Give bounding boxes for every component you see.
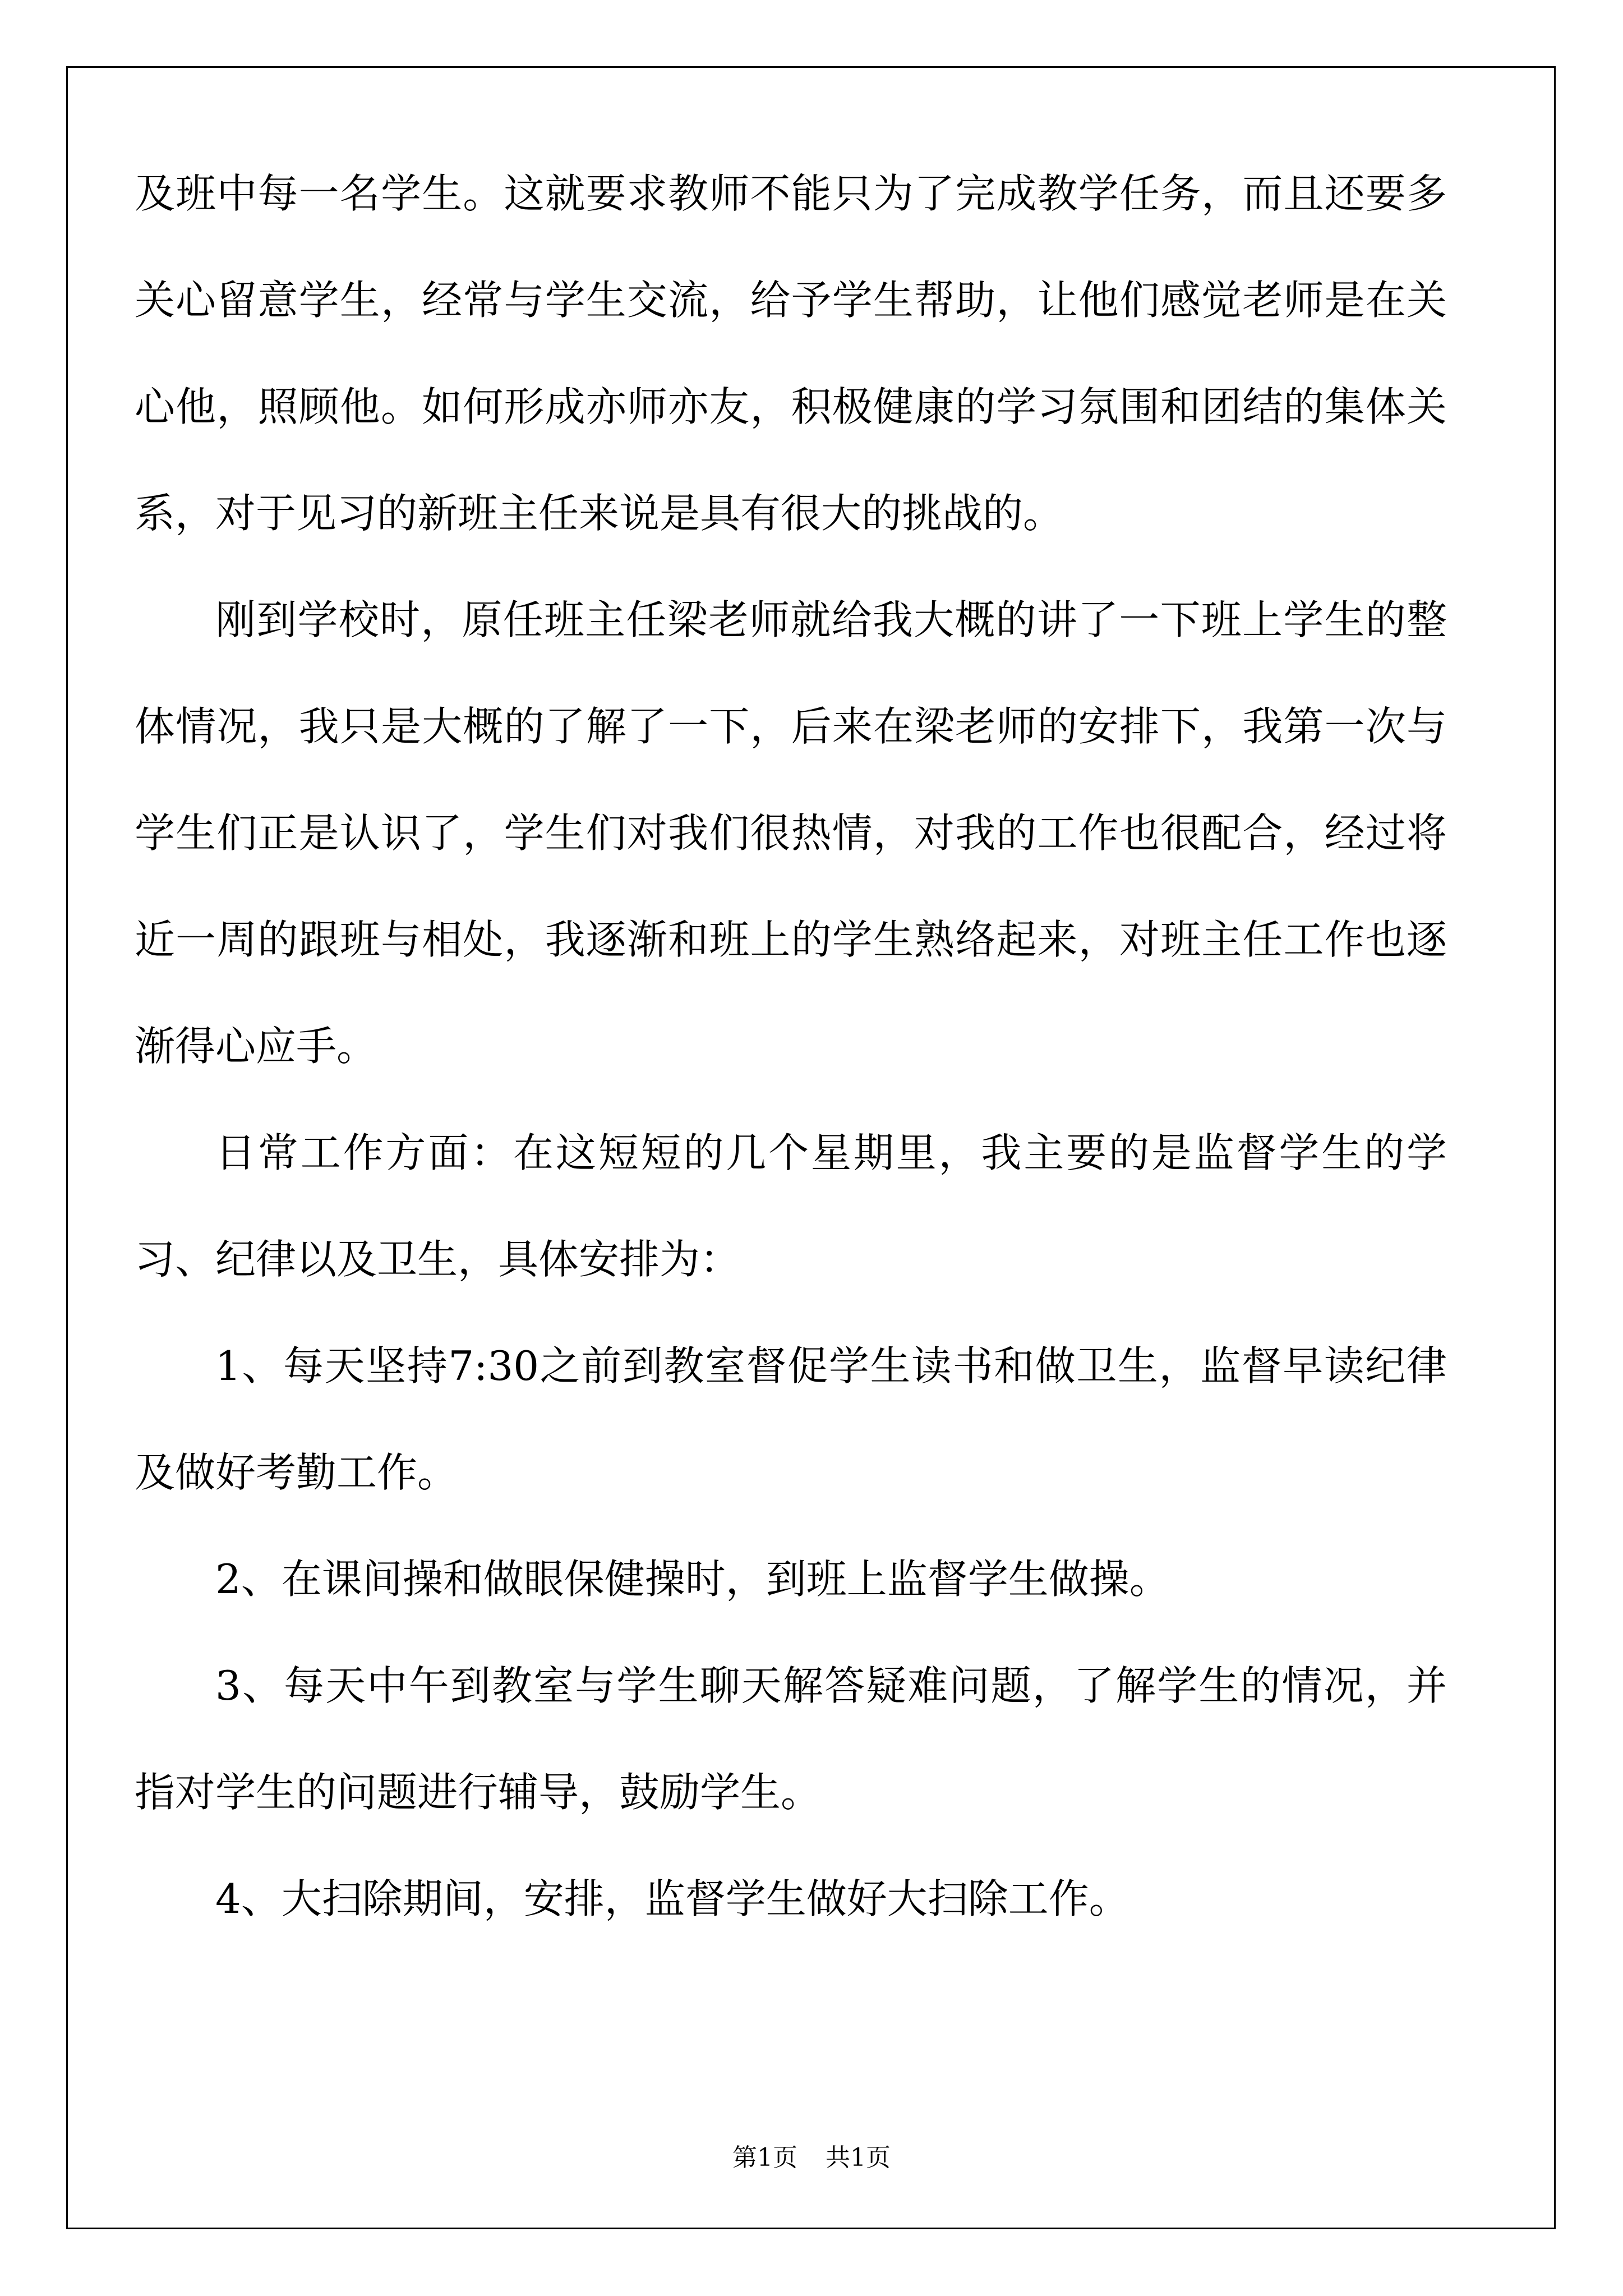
page-number: 第1页 xyxy=(732,2143,797,2172)
document-body xyxy=(135,140,1447,1952)
paragraph-daily-work: 日常工作方面：在这短短的几个星期里，我主要的是监督学生的学习、纪律以及卫生，具体安排为： xyxy=(135,1129,1447,1283)
list-item-1: 1、每天坚持7:30之前到教室督促学生读书和做卫生，监督早读纪律及做好考勤工作。 xyxy=(135,1342,1447,1496)
list-item-4: 4、大扫除期间，安排，监督学生做好大扫除工作。 xyxy=(215,1875,1129,1922)
list-item-2: 2、在课间操和做眼保健操时，到班上监督学生做操。 xyxy=(215,1556,1170,1603)
list-item-3: 3、每天中午到教室与学生聊天解答疑难问题，了解学生的情况，并指对学生的问题进行辅导，鼓励学生。 xyxy=(135,1662,1447,1816)
page-total: 共1页 xyxy=(826,2143,891,2172)
paragraph-continuation: 及班中每一名学生。这就要求教师不能只为了完成教学任务，而且还要多关心留意学生，经常与学生交流，给予学生帮助，让他们感觉老师是在关心他，照顾他。如何形成亦师亦友，积极健康的学习氛围和团结的集体关系，对于见习的新班主任来说是具有很大的挑战的。 xyxy=(135,170,1447,537)
page-footer xyxy=(0,2137,1623,2173)
paragraph-arrival: 刚到学校时，原任班主任梁老师就给我大概的讲了一下班上学生的整体情况，我只是大概的了解了一下，后来在梁老师的安排下，我第一次与学生们正是认识了，学生们对我们很热情，对我的工作也很配合，经过将近一周的跟班与相处，我逐渐和班上的学生熟络起来，对班主任工作也逐渐得心应手。 xyxy=(135,596,1447,1070)
